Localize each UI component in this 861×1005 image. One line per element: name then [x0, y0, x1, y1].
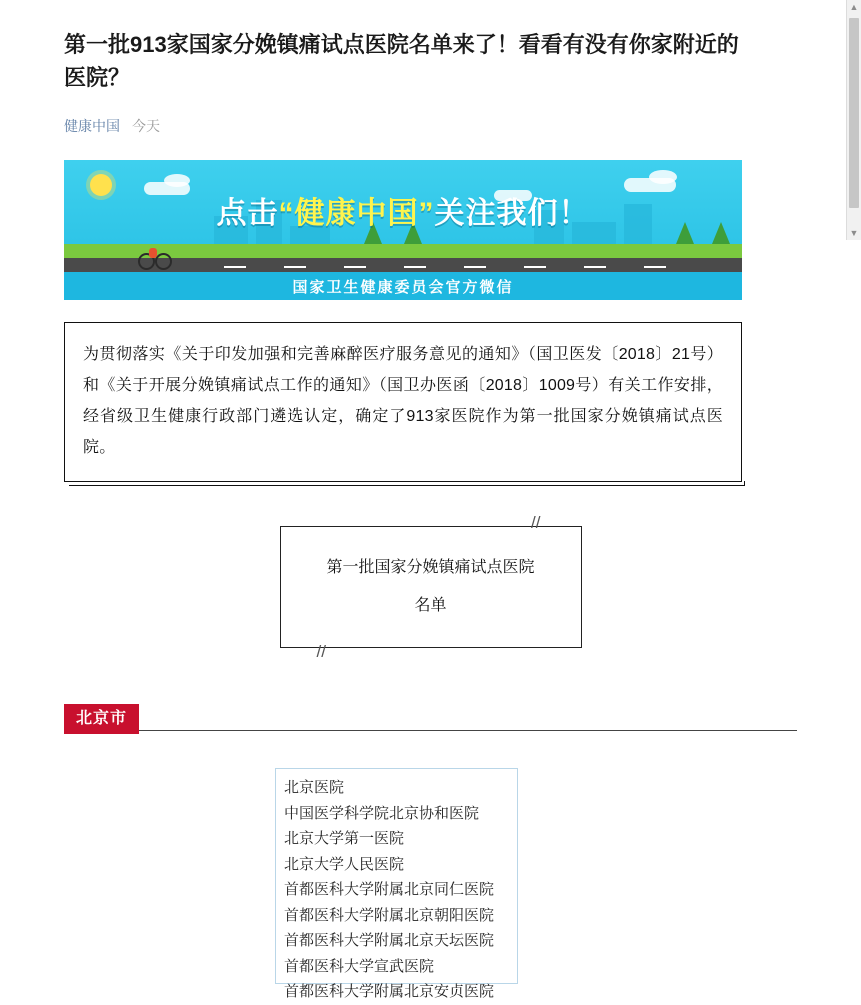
scroll-up-arrow[interactable]: ▲: [847, 0, 861, 14]
cloud-icon: [164, 174, 190, 187]
road-dash: [344, 266, 366, 268]
banner-footer-text: 国家卫生健康委员会官方微信: [64, 272, 742, 300]
road-dash: [644, 266, 666, 268]
list-title-line1: 第一批国家分娩镇痛试点医院: [326, 559, 535, 576]
list-title-line2: 名单: [414, 597, 447, 614]
decor-slash-top: //: [531, 513, 541, 532]
hospital-panel: [64, 760, 742, 1000]
province-header: [64, 704, 797, 734]
province-divider: [139, 730, 797, 731]
bicycle-icon: [138, 248, 172, 270]
bicycle-rider: [149, 248, 157, 258]
decor-slash-bottom: //: [316, 642, 326, 661]
road-dash: [224, 266, 246, 268]
article-meta: [64, 116, 797, 136]
cloud-icon: [649, 170, 677, 184]
list-item: 北京医院: [284, 779, 345, 797]
list-title-plate: [280, 513, 582, 661]
intro-quote-box: [64, 322, 742, 482]
road-dash: [584, 266, 606, 268]
list-item: 首都医科大学附属北京安贞医院: [284, 983, 495, 1001]
publish-date: 今天: [132, 118, 160, 134]
account-name[interactable]: 健康中国: [64, 118, 120, 134]
banner-headline-quoted: “健康中国”: [278, 197, 435, 230]
promo-banner: [64, 160, 742, 300]
scroll-down-arrow[interactable]: ▼: [847, 226, 861, 240]
banner-headline-part1: 点击: [216, 197, 279, 230]
page-title: 第一批913家国家分娩镇痛试点医院名单来了！看看有没有你家附近的医院？: [64, 32, 739, 90]
road-dash: [524, 266, 546, 268]
list-title-plate-wrap: [64, 513, 797, 661]
scroll-thumb[interactable]: [849, 18, 859, 208]
hospital-list[interactable]: [275, 768, 518, 1001]
province-name-badge: 北京市: [64, 704, 139, 734]
list-item: 首都医科大学附属北京天坛医院: [284, 932, 495, 950]
list-item: 北京大学第一医院: [284, 830, 405, 848]
list-item: 中国医学科学院北京协和医院: [284, 804, 480, 822]
intro-quote-text: 为贯彻落实《关于印发加强和完善麻醉医疗服务意见的通知》（国卫医发〔2018〕21号）和《关于开展分娩镇痛试点工作的通知》（国卫办医函〔2018〕1009号）有关工作安排，经省级卫生健康行政部门遴选认定，确定了913家医院作为第一批国家分娩镇痛试点医院。: [83, 346, 723, 456]
page-scrollbar[interactable]: [846, 0, 861, 240]
list-item: 首都医科大学附属北京同仁医院: [284, 881, 495, 899]
list-item: 首都医科大学宣武医院: [284, 957, 435, 975]
banner-headline: [64, 188, 742, 232]
road-dash: [404, 266, 426, 268]
list-item: 首都医科大学附属北京朝阳医院: [284, 906, 495, 924]
list-item: 北京大学人民医院: [284, 855, 405, 873]
road-dash: [284, 266, 306, 268]
road-dash: [464, 266, 486, 268]
bicycle-wheel: [155, 253, 172, 270]
banner-headline-part2: 关注我们！: [434, 197, 590, 230]
